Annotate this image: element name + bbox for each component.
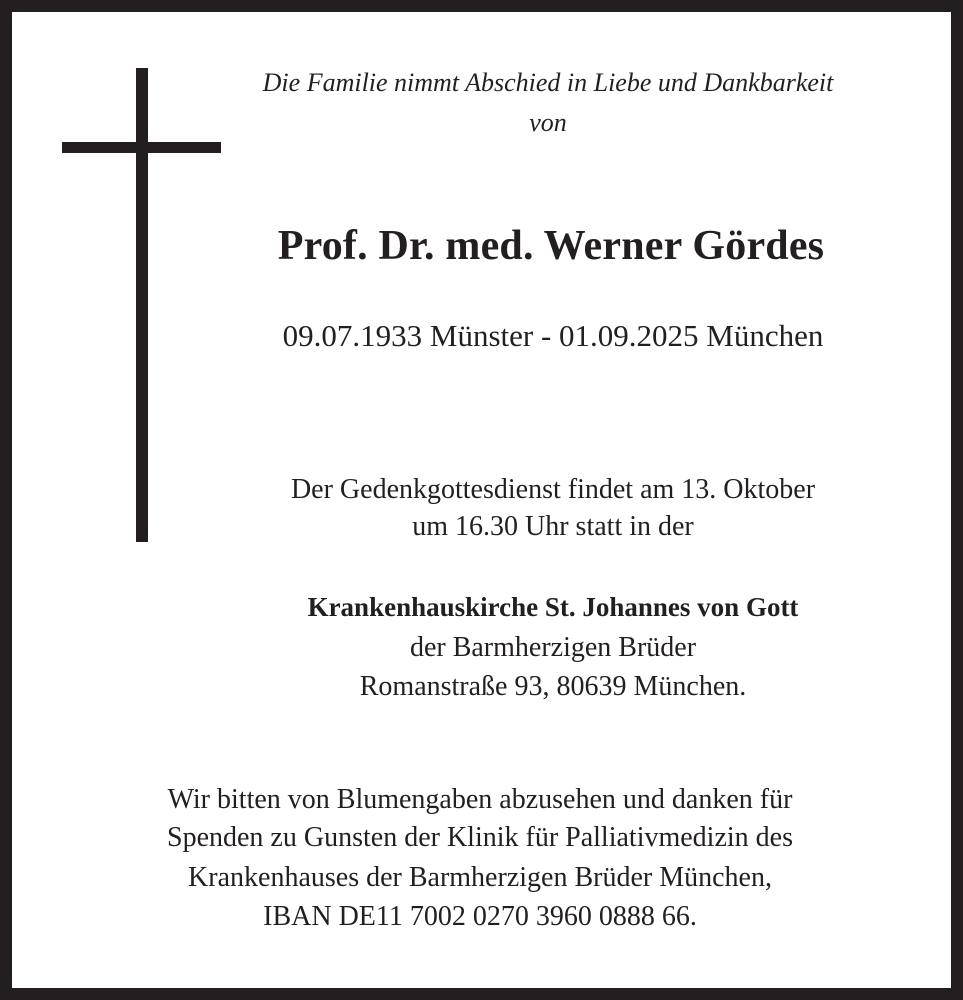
intro-von: von (529, 108, 567, 137)
service-line-2: um 16.30 Uhr statt in der (412, 511, 694, 542)
church-name: Krankenhauskirche St. Johannes von Gott (307, 592, 799, 622)
church-address: Romanstraße 93, 80639 München. (359, 671, 747, 702)
cross-vertical-bar (136, 68, 148, 542)
church-line-2: der Barmherzigen Brüder (409, 632, 697, 663)
donation-line-3: Krankenhauses der Barmherzigen Brüder München, (188, 862, 772, 893)
intro-line: Die Familie nimmt Abschied in Liebe und Dankbarkeit (262, 68, 834, 97)
donation-iban: IBAN DE11 7002 0270 3960 0888 66. (263, 901, 697, 932)
donation-line-2: Spenden zu Gunsten der Klinik für Palliativmedizin des (167, 822, 793, 853)
life-dates: 09.07.1933 Münster - 01.09.2025 München (282, 318, 824, 353)
cross-horizontal-bar (62, 142, 221, 153)
service-line-1: Der Gedenkgottesdienst findet am 13. Oktober (290, 474, 816, 505)
deceased-name: Prof. Dr. med. Werner Gördes (277, 223, 825, 269)
donation-line-1: Wir bitten von Blumengaben abzusehen und danken für (167, 784, 793, 815)
